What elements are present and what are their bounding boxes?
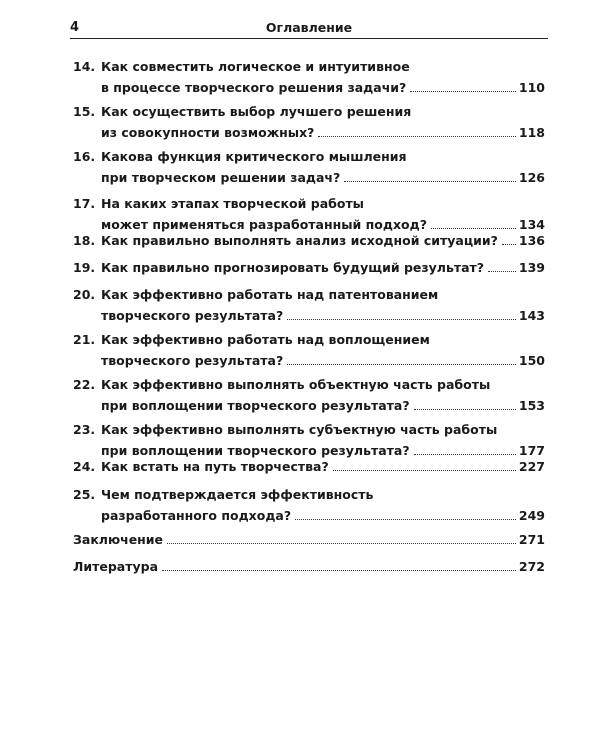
toc-entry-number: 14.	[73, 59, 96, 74]
toc-page-number: 249	[518, 508, 545, 523]
toc-entry[interactable]	[73, 484, 545, 526]
toc-page-number: 150	[518, 353, 545, 368]
dot-leader	[318, 136, 516, 137]
toc-page-number: 143	[518, 308, 545, 323]
toc-entry[interactable]	[73, 556, 545, 577]
toc-entry-title: Как эффективно работать над воплощением	[101, 332, 430, 347]
toc-entry-number: 24.	[73, 459, 96, 474]
toc-entry[interactable]	[73, 529, 545, 550]
dot-leader	[333, 470, 516, 471]
toc-entry-number: 18.	[73, 233, 96, 248]
dot-leader	[414, 409, 516, 410]
toc-entry[interactable]	[73, 230, 545, 251]
toc-entry-title: при творческом решении задач?	[101, 170, 341, 185]
dot-leader	[410, 91, 516, 92]
dot-leader	[287, 364, 516, 365]
toc-entry[interactable]	[73, 456, 545, 477]
toc-page-number: 227	[518, 459, 545, 474]
toc-entry-title: при воплощении творческого результата?	[101, 443, 410, 458]
dot-leader	[414, 454, 516, 455]
toc-entry-number: 23.	[73, 422, 96, 437]
toc-entry-title: из совокупности возможных?	[101, 125, 315, 140]
toc-entry[interactable]	[73, 101, 545, 143]
toc-entry-title: На каких этапах творческой работы	[101, 196, 364, 211]
toc-entry-title: Как эффективно выполнять объектную часть работы	[101, 377, 491, 392]
dot-leader	[162, 570, 516, 571]
toc-entry-number: 17.	[73, 196, 96, 211]
toc-entry[interactable]	[73, 374, 545, 416]
dot-leader	[167, 543, 516, 544]
toc-page-number: 136	[518, 233, 545, 248]
toc-entry-title: творческого результата?	[101, 353, 284, 368]
toc-entry-title: Как правильно выполнять анализ исходной ситуации?	[101, 233, 498, 248]
toc-entry[interactable]	[73, 329, 545, 371]
toc-page-number: 118	[518, 125, 545, 140]
toc-entry-number: 19.	[73, 260, 96, 275]
toc-entry-number: 22.	[73, 377, 96, 392]
toc-entry-title: Как эффективно выполнять субъектную часть работы	[101, 422, 498, 437]
toc-page-number: 126	[518, 170, 545, 185]
toc-entry-title: Как встать на путь творчества?	[101, 459, 329, 474]
toc-entry-number: 25.	[73, 487, 96, 502]
dot-leader	[287, 319, 516, 320]
toc-entry-title: в процессе творческого решения задачи?	[101, 80, 407, 95]
toc-entry-number: 21.	[73, 332, 96, 347]
toc-entry-number: 15.	[73, 104, 96, 119]
toc-entry-title: разработанного подхода?	[101, 508, 292, 523]
page-header	[70, 18, 548, 39]
toc-page-number: 271	[518, 532, 545, 547]
toc-entry-title: может применяться разработанный подход?	[101, 217, 427, 232]
toc-entry[interactable]	[73, 257, 545, 278]
dot-leader	[295, 519, 516, 520]
toc-entry-title: Как правильно прогнозировать будущий результат?	[101, 260, 485, 275]
toc-entry-number: 16.	[73, 149, 96, 164]
dot-leader	[488, 271, 516, 272]
toc-page-number: 153	[518, 398, 545, 413]
dot-leader	[502, 244, 516, 245]
toc-page-number: 272	[518, 559, 545, 574]
toc-entry-title: Какова функция критического мышления	[101, 149, 407, 164]
toc-entry-title: Чем подтверждается эффективность	[101, 487, 374, 502]
page-number: 4	[70, 20, 80, 35]
dot-leader	[344, 181, 516, 182]
running-title: Оглавление	[265, 20, 353, 35]
toc-page-number: 177	[518, 443, 545, 458]
toc-entry-title: творческого результата?	[101, 308, 284, 323]
toc-entry[interactable]	[73, 146, 545, 188]
toc-entry-title: при воплощении творческого результата?	[101, 398, 410, 413]
toc-entry[interactable]	[73, 56, 545, 98]
toc-entry-number: 20.	[73, 287, 96, 302]
toc-entry[interactable]	[73, 284, 545, 326]
dot-leader	[431, 228, 516, 229]
toc-entry-title: Как совместить логическое и интуитивное	[101, 59, 410, 74]
toc-entry[interactable]	[73, 193, 545, 235]
toc-entry-title: Как эффективно работать над патентованием	[101, 287, 439, 302]
toc-entry[interactable]	[73, 419, 545, 461]
toc-entry-title: Литература	[73, 559, 159, 574]
toc-entry-title: Заключение	[73, 532, 164, 547]
toc-entry-title: Как осуществить выбор лучшего решения	[101, 104, 412, 119]
toc-page-number: 110	[518, 80, 545, 95]
toc-page-number: 134	[518, 217, 545, 232]
toc-page-number: 139	[518, 260, 545, 275]
